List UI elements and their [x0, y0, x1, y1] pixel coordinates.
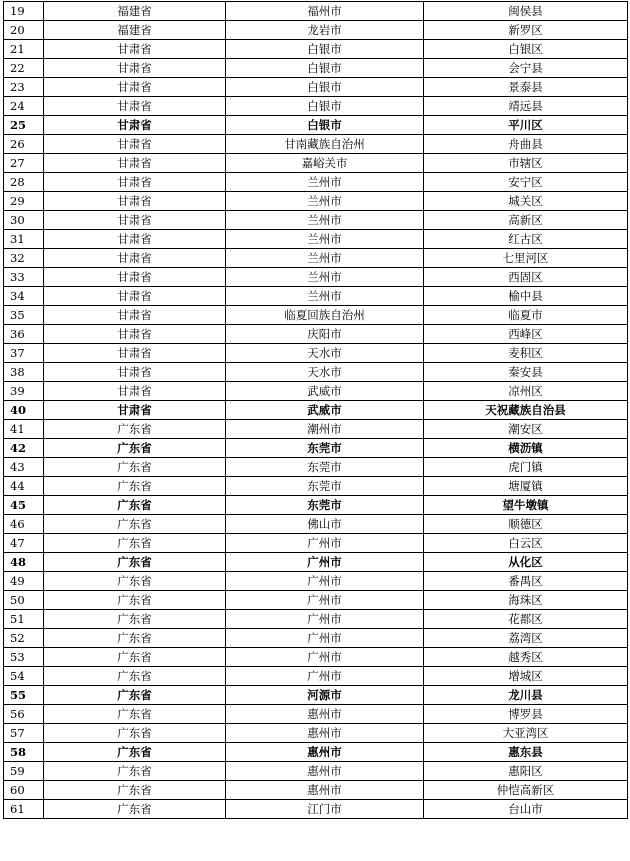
table-row: [4, 477, 628, 496]
city-cell: 兰州市: [226, 211, 424, 230]
row-number-cell: 59: [4, 762, 44, 781]
county-cell: 西峰区: [424, 325, 628, 344]
province-cell: 广东省: [44, 686, 226, 705]
province-cell: 福建省: [44, 21, 226, 40]
table-row: [4, 78, 628, 97]
table-row: [4, 496, 628, 515]
row-number-cell: 24: [4, 97, 44, 116]
province-cell: 甘肃省: [44, 78, 226, 97]
county-cell: 凉州区: [424, 382, 628, 401]
province-cell: 甘肃省: [44, 230, 226, 249]
table-row: [4, 648, 628, 667]
county-cell: 望牛墩镇: [424, 496, 628, 515]
province-cell: 广东省: [44, 629, 226, 648]
row-number-cell: 21: [4, 40, 44, 59]
county-cell: 市辖区: [424, 154, 628, 173]
table-row: [4, 287, 628, 306]
row-number-cell: 25: [4, 116, 44, 135]
province-cell: 广东省: [44, 553, 226, 572]
province-cell: 广东省: [44, 477, 226, 496]
province-cell: 广东省: [44, 781, 226, 800]
row-number-cell: 33: [4, 268, 44, 287]
province-cell: 甘肃省: [44, 287, 226, 306]
table-row: [4, 458, 628, 477]
table-row: [4, 249, 628, 268]
county-cell: 台山市: [424, 800, 628, 819]
row-number-cell: 20: [4, 21, 44, 40]
province-cell: 广东省: [44, 800, 226, 819]
province-cell: 甘肃省: [44, 192, 226, 211]
county-cell: 花都区: [424, 610, 628, 629]
province-cell: 广东省: [44, 762, 226, 781]
city-cell: 惠州市: [226, 781, 424, 800]
county-cell: 高新区: [424, 211, 628, 230]
table-row: [4, 781, 628, 800]
county-cell: 会宁县: [424, 59, 628, 78]
table-row: [4, 306, 628, 325]
province-cell: 广东省: [44, 572, 226, 591]
county-cell: 舟曲县: [424, 135, 628, 154]
county-cell: 闽侯县: [424, 2, 628, 21]
province-cell: 甘肃省: [44, 325, 226, 344]
province-cell: 广东省: [44, 667, 226, 686]
province-cell: 广东省: [44, 591, 226, 610]
city-cell: 兰州市: [226, 173, 424, 192]
city-cell: 庆阳市: [226, 325, 424, 344]
province-cell: 甘肃省: [44, 363, 226, 382]
table-row: [4, 420, 628, 439]
county-cell: 红古区: [424, 230, 628, 249]
table-row: [4, 629, 628, 648]
county-cell: 横沥镇: [424, 439, 628, 458]
table-row: [4, 59, 628, 78]
county-cell: 新罗区: [424, 21, 628, 40]
row-number-cell: 58: [4, 743, 44, 762]
county-cell: 榆中县: [424, 287, 628, 306]
county-cell: 虎门镇: [424, 458, 628, 477]
row-number-cell: 44: [4, 477, 44, 496]
city-cell: 白银市: [226, 59, 424, 78]
row-number-cell: 30: [4, 211, 44, 230]
row-number-cell: 29: [4, 192, 44, 211]
city-cell: 惠州市: [226, 724, 424, 743]
table-row: [4, 382, 628, 401]
county-cell: 城关区: [424, 192, 628, 211]
city-cell: 甘南藏族自治州: [226, 135, 424, 154]
province-cell: 甘肃省: [44, 59, 226, 78]
table-row: [4, 21, 628, 40]
province-cell: 甘肃省: [44, 116, 226, 135]
county-cell: 白云区: [424, 534, 628, 553]
province-cell: 甘肃省: [44, 306, 226, 325]
row-number-cell: 47: [4, 534, 44, 553]
city-cell: 广州市: [226, 591, 424, 610]
table-row: [4, 173, 628, 192]
province-cell: 广东省: [44, 496, 226, 515]
table-row: [4, 439, 628, 458]
province-cell: 甘肃省: [44, 382, 226, 401]
city-cell: 东莞市: [226, 477, 424, 496]
county-cell: 仲恺高新区: [424, 781, 628, 800]
province-cell: 广东省: [44, 534, 226, 553]
row-number-cell: 26: [4, 135, 44, 154]
table-row: [4, 97, 628, 116]
county-cell: 荔湾区: [424, 629, 628, 648]
province-cell: 甘肃省: [44, 40, 226, 59]
county-cell: 白银区: [424, 40, 628, 59]
row-number-cell: 35: [4, 306, 44, 325]
city-cell: 广州市: [226, 629, 424, 648]
province-cell: 甘肃省: [44, 211, 226, 230]
county-cell: 增城区: [424, 667, 628, 686]
table-row: [4, 192, 628, 211]
province-cell: 甘肃省: [44, 173, 226, 192]
county-cell: 塘厦镇: [424, 477, 628, 496]
table-row: [4, 705, 628, 724]
table-row: [4, 211, 628, 230]
table-row: [4, 800, 628, 819]
table-row: [4, 667, 628, 686]
city-cell: 龙岩市: [226, 21, 424, 40]
province-cell: 广东省: [44, 648, 226, 667]
row-number-cell: 31: [4, 230, 44, 249]
table-row: [4, 325, 628, 344]
county-cell: 从化区: [424, 553, 628, 572]
table-row: [4, 572, 628, 591]
county-cell: 临夏市: [424, 306, 628, 325]
row-number-cell: 60: [4, 781, 44, 800]
row-number-cell: 53: [4, 648, 44, 667]
row-number-cell: 37: [4, 344, 44, 363]
county-cell: 七里河区: [424, 249, 628, 268]
table-row: [4, 401, 628, 420]
row-number-cell: 42: [4, 439, 44, 458]
province-cell: 甘肃省: [44, 268, 226, 287]
province-cell: 甘肃省: [44, 154, 226, 173]
row-number-cell: 54: [4, 667, 44, 686]
county-cell: 顺德区: [424, 515, 628, 534]
city-cell: 临夏回族自治州: [226, 306, 424, 325]
table-row: [4, 553, 628, 572]
county-cell: 秦安县: [424, 363, 628, 382]
city-cell: 天水市: [226, 363, 424, 382]
table-row: [4, 762, 628, 781]
row-number-cell: 55: [4, 686, 44, 705]
province-cell: 广东省: [44, 439, 226, 458]
row-number-cell: 43: [4, 458, 44, 477]
county-cell: 平川区: [424, 116, 628, 135]
province-cell: 广东省: [44, 743, 226, 762]
city-cell: 广州市: [226, 648, 424, 667]
row-number-cell: 57: [4, 724, 44, 743]
row-number-cell: 22: [4, 59, 44, 78]
table-row: [4, 135, 628, 154]
city-cell: 潮州市: [226, 420, 424, 439]
province-cell: 广东省: [44, 705, 226, 724]
table-row: [4, 344, 628, 363]
province-cell: 甘肃省: [44, 249, 226, 268]
table-row: [4, 743, 628, 762]
row-number-cell: 40: [4, 401, 44, 420]
county-cell: 靖远县: [424, 97, 628, 116]
province-cell: 甘肃省: [44, 401, 226, 420]
city-cell: 东莞市: [226, 458, 424, 477]
table-row: [4, 363, 628, 382]
row-number-cell: 46: [4, 515, 44, 534]
table-row: [4, 686, 628, 705]
row-number-cell: 19: [4, 2, 44, 21]
table-body: [4, 2, 628, 819]
city-cell: 天水市: [226, 344, 424, 363]
row-number-cell: 50: [4, 591, 44, 610]
city-cell: 福州市: [226, 2, 424, 21]
county-cell: 潮安区: [424, 420, 628, 439]
city-cell: 白银市: [226, 97, 424, 116]
city-cell: 兰州市: [226, 192, 424, 211]
city-cell: 河源市: [226, 686, 424, 705]
province-cell: 广东省: [44, 515, 226, 534]
row-number-cell: 39: [4, 382, 44, 401]
row-number-cell: 32: [4, 249, 44, 268]
row-number-cell: 52: [4, 629, 44, 648]
row-number-cell: 41: [4, 420, 44, 439]
city-cell: 江门市: [226, 800, 424, 819]
province-cell: 甘肃省: [44, 97, 226, 116]
row-number-cell: 23: [4, 78, 44, 97]
city-cell: 广州市: [226, 667, 424, 686]
row-number-cell: 38: [4, 363, 44, 382]
county-cell: 西固区: [424, 268, 628, 287]
table-row: [4, 610, 628, 629]
region-table: [3, 1, 628, 819]
county-cell: 龙川县: [424, 686, 628, 705]
province-cell: 福建省: [44, 2, 226, 21]
city-cell: 嘉峪关市: [226, 154, 424, 173]
city-cell: 佛山市: [226, 515, 424, 534]
county-cell: 麦积区: [424, 344, 628, 363]
county-cell: 越秀区: [424, 648, 628, 667]
table-row: [4, 515, 628, 534]
city-cell: 广州市: [226, 534, 424, 553]
city-cell: 白银市: [226, 116, 424, 135]
city-cell: 兰州市: [226, 249, 424, 268]
table-row: [4, 591, 628, 610]
row-number-cell: 45: [4, 496, 44, 515]
row-number-cell: 49: [4, 572, 44, 591]
row-number-cell: 27: [4, 154, 44, 173]
county-cell: 景泰县: [424, 78, 628, 97]
county-cell: 天祝藏族自治县: [424, 401, 628, 420]
row-number-cell: 28: [4, 173, 44, 192]
province-cell: 广东省: [44, 610, 226, 629]
county-cell: 惠阳区: [424, 762, 628, 781]
county-cell: 海珠区: [424, 591, 628, 610]
city-cell: 惠州市: [226, 743, 424, 762]
city-cell: 兰州市: [226, 268, 424, 287]
table-row: [4, 40, 628, 59]
city-cell: 东莞市: [226, 439, 424, 458]
province-cell: 广东省: [44, 458, 226, 477]
county-cell: 安宁区: [424, 173, 628, 192]
city-cell: 广州市: [226, 572, 424, 591]
table-row: [4, 116, 628, 135]
row-number-cell: 61: [4, 800, 44, 819]
province-cell: 广东省: [44, 724, 226, 743]
city-cell: 白银市: [226, 40, 424, 59]
city-cell: 东莞市: [226, 496, 424, 515]
province-cell: 广东省: [44, 420, 226, 439]
county-cell: 博罗县: [424, 705, 628, 724]
city-cell: 惠州市: [226, 705, 424, 724]
row-number-cell: 36: [4, 325, 44, 344]
row-number-cell: 51: [4, 610, 44, 629]
city-cell: 惠州市: [226, 762, 424, 781]
table-row: [4, 268, 628, 287]
table-row: [4, 154, 628, 173]
city-cell: 广州市: [226, 553, 424, 572]
table-row: [4, 534, 628, 553]
city-cell: 武威市: [226, 382, 424, 401]
province-cell: 甘肃省: [44, 344, 226, 363]
county-cell: 惠东县: [424, 743, 628, 762]
table-row: [4, 230, 628, 249]
city-cell: 白银市: [226, 78, 424, 97]
row-number-cell: 34: [4, 287, 44, 306]
table-row: [4, 2, 628, 21]
row-number-cell: 48: [4, 553, 44, 572]
city-cell: 兰州市: [226, 230, 424, 249]
table-row: [4, 724, 628, 743]
county-cell: 大亚湾区: [424, 724, 628, 743]
row-number-cell: 56: [4, 705, 44, 724]
county-cell: 番禺区: [424, 572, 628, 591]
province-cell: 甘肃省: [44, 135, 226, 154]
city-cell: 广州市: [226, 610, 424, 629]
city-cell: 武威市: [226, 401, 424, 420]
city-cell: 兰州市: [226, 287, 424, 306]
